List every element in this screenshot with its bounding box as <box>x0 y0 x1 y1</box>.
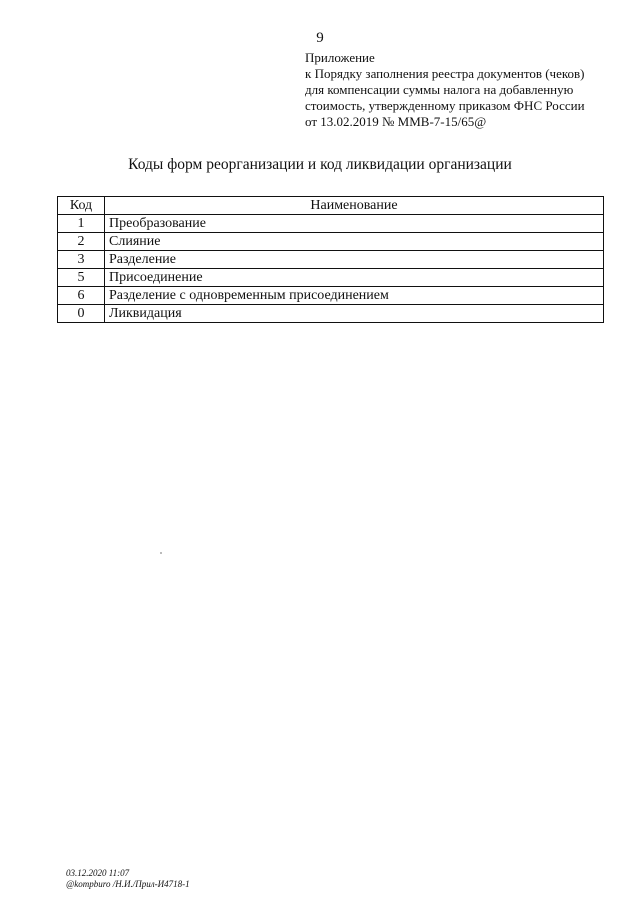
appendix-line: Приложение <box>305 50 375 65</box>
row-name: Разделение с одновременным присоединением <box>105 287 604 305</box>
footer-line-date: 03.12.2020 11:07 <box>66 868 130 878</box>
row-code: 1 <box>58 215 105 233</box>
appendix-line: для компенсации суммы налога на добавленную <box>305 82 574 97</box>
header-name: Наименование <box>105 197 604 215</box>
row-code: 5 <box>58 269 105 287</box>
table-row <box>58 233 604 251</box>
table-row <box>58 269 604 287</box>
table-header-row <box>58 197 604 215</box>
appendix-line: от 13.02.2019 № ММВ-7-15/65@ <box>305 114 487 129</box>
row-code: 2 <box>58 233 105 251</box>
row-name: Слияние <box>105 233 604 251</box>
table-row <box>58 287 604 305</box>
document-title: Коды форм реорганизации и код ликвидации организации <box>128 156 512 173</box>
row-name: Разделение <box>105 251 604 269</box>
row-code: 0 <box>58 305 105 323</box>
footer-stamp <box>66 868 190 890</box>
appendix-note <box>305 50 605 130</box>
table-row <box>58 215 604 233</box>
footer-line-ref: @kompburo /Н.И./Прил-И4718-1 <box>66 879 190 889</box>
table-row <box>58 305 604 323</box>
header-code: Код <box>58 197 105 215</box>
table-row <box>58 251 604 269</box>
appendix-line: стоимость, утвержденному приказом ФНС России <box>305 98 585 113</box>
row-name: Ликвидация <box>105 305 604 323</box>
row-name: Присоединение <box>105 269 604 287</box>
appendix-line: к Порядку заполнения реестра документов (чеков) <box>305 66 585 81</box>
row-code: 3 <box>58 251 105 269</box>
row-code: 6 <box>58 287 105 305</box>
row-name: Преобразование <box>105 215 604 233</box>
scan-speck <box>160 552 162 554</box>
codes-table <box>57 196 604 323</box>
page-number: 9 <box>316 30 324 46</box>
